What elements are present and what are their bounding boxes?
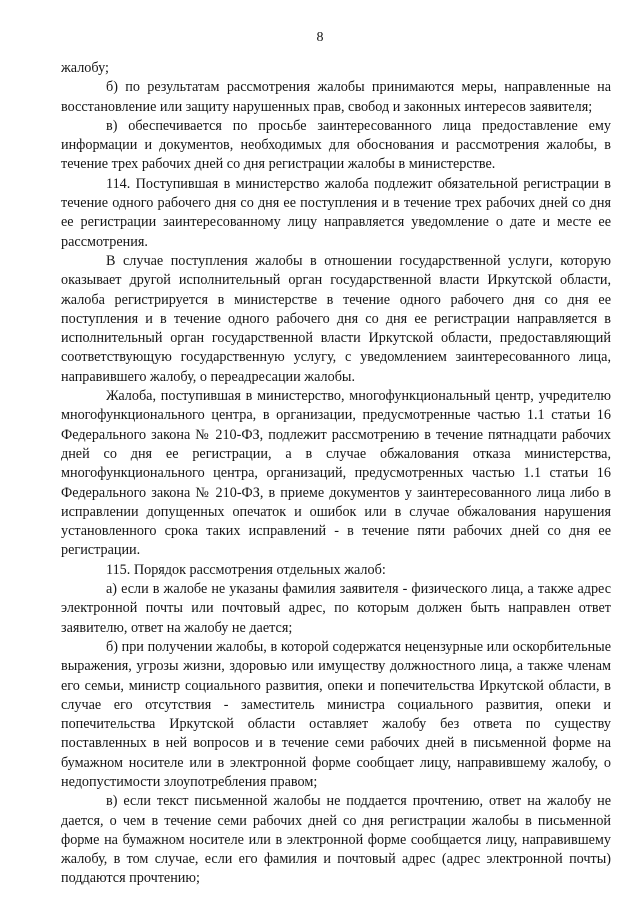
paragraph-114: 114. Поступившая в министерство жалоба подлежит обязательной регистрации в течение одного рабочего дня со дня ее поступления и в течение трех рабочих дней со дня ее регистрации заинтересованному лицу направляется уведомление о дате и месте ее рассмотрения. bbox=[61, 175, 611, 250]
paragraph-115-v: в) если текст письменной жалобы не поддается прочтению, ответ на жалобу не дается, о чем в течение семи рабочих дней со дня регистрации жалобы в письменной форме на бумажном носителе или в электронной форме сообщается лицу, направившему жалобу, в том случае, если его фамилия и почтовый адрес (адрес электронной почты) поддаются прочтению; bbox=[61, 793, 611, 887]
paragraph-review-period: Жалоба, поступившая в министерство, многофункциональный центр, учредителю многофункционального центра, в организации, предусмотренные частью 1.1 статьи 16 Федерального закона № 210-ФЗ, подлежит рассмотрению в течение пятнадцати рабочих дней со дня ее регистрации, а в случае обжалования отказа министерства, многофункционального центра, организаций, предусмотренных частью 1.1 статьи 16 Федерального закона № 210-ФЗ, в приеме документов у заинтересованного лица либо в исправлении допущенных опечаток и ошибок или в случае обжалования нарушения установленного срока таких исправлений - в течение пяти рабочих дней со дня ее регистрации. bbox=[61, 388, 611, 559]
paragraph-item-b: б) по результатам рассмотрения жалобы принимаются меры, направленные на восстановление или защиту нарушенных прав, свобод и законных интересов заявителя; bbox=[61, 79, 611, 115]
paragraph-continuation: жалобу; bbox=[61, 60, 109, 76]
paragraph-item-v: в) обеспечивается по просьбе заинтересованного лица предоставление ему информации и документов, необходимых для обоснования и рассмотрения жалобы, в течение трех рабочих дней со дня регистрации жалобы в министерстве. bbox=[61, 117, 611, 173]
paragraph-115-b: б) при получении жалобы, в которой содержатся нецензурные или оскорбительные выражения, угрозы жизни, здоровью или имуществу должностного лица, а также членам его семьи, министр социального развития, опеки и попечительства Иркутской области, в случае его отсутствия - заместитель министра социального развития, опеки и попечительства Иркутской области оставляет жалобу без ответа по существу поставленных в ней вопросов и в течение семи рабочих дней в письменной форме на бумажном носителе или в электронной форме сообщает лицу, направившему жалобу, о недопустимости злоупотребления правом; bbox=[61, 638, 611, 790]
paragraph-115: 115. Порядок рассмотрения отдельных жалоб: bbox=[106, 561, 386, 578]
paragraph-115-a: а) если в жалобе не указаны фамилия заявителя - физического лица, а также адрес электронной почты или почтовый адрес, по которым должен быть направлен ответ заявителю, ответ на жалобу не дается; bbox=[61, 581, 611, 636]
document-body bbox=[61, 59, 611, 889]
page-number: 8 bbox=[316, 30, 324, 45]
paragraph-redirect: В случае поступления жалобы в отношении государственной услуги, которую оказывает другой исполнительный орган государственной власти Иркутской области, жалоба регистрируется в министерстве в течение одного рабочего дня со дня ее поступления и в течение одного рабочего дня со дня ее регистрации направляется в исполнительный орган государственной власти Иркутской области, предоставляющий соответствующую государственную услугу, с уведомлением заинтересованного лица, направившего жалобу, о переадресации жалобы. bbox=[61, 252, 611, 385]
